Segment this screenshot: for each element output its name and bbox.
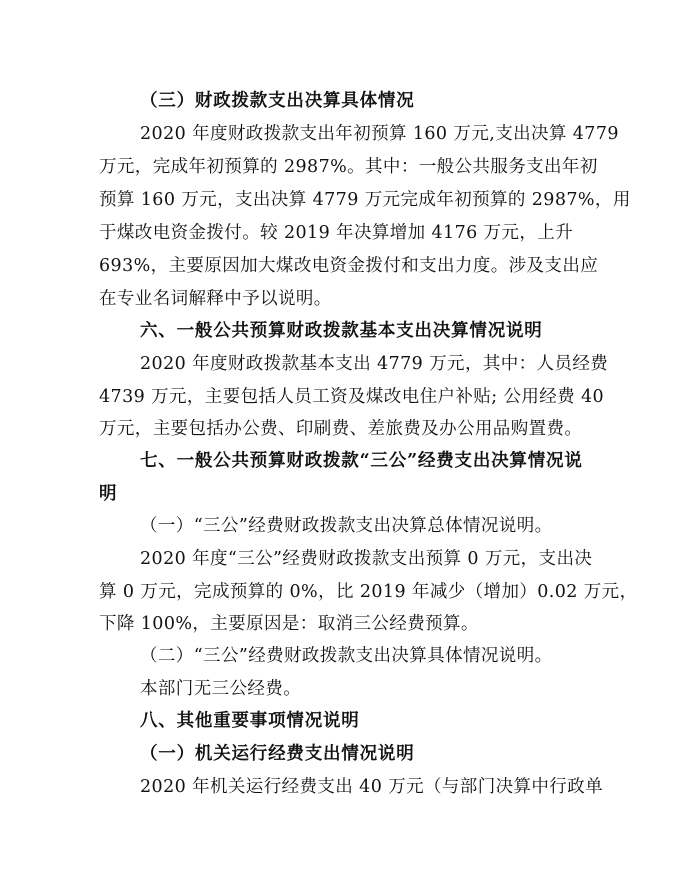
paragraph-line: 下降 100%，主要原因是：取消三公经费预算。 [99,614,479,634]
section-7-sub2-heading: （二）“三公”经费财政拨款支出决算具体情况说明。 [140,646,553,666]
section-7-heading: 七、一般公共预算财政拨款“三公”经费支出决算情况说 [140,451,583,471]
paragraph-line: 2020 年度财政拨款基本支出 4779 万元，其中：人员经费 [140,354,609,374]
paragraph-line: 本部门无三公经费。 [140,679,302,699]
paragraph-line: 万元，主要包括办公费、印刷费、差旅费及办公用品购置费。 [99,419,583,439]
paragraph-line: 在专业名词解释中予以说明。 [99,289,332,309]
paragraph-line: 2020 年机关运行经费支出 40 万元（与部门决算中行政单 [140,777,603,797]
paragraph-line: 算 0 万元，完成预算的 0%，比 2019 年减少（增加）0.02 万元， [99,582,638,602]
section-8-sub1-heading: （一）机关运行经费支出情况说明 [140,744,415,764]
section-6-heading: 六、一般公共预算财政拨款基本支出决算情况说明 [140,321,543,341]
section-8-heading: 八、其他重要事项情况说明 [140,711,360,731]
paragraph-line: 693%，主要原因加大煤改电资金拨付和支出力度。涉及支出应 [99,256,599,276]
section-3-heading: （三）财政拨款支出决算具体情况 [140,91,415,111]
section-7-heading-continued: 明 [99,484,118,504]
paragraph-line: 2020 年度“三公”经费财政拨款支出预算 0 万元，支出决 [140,549,593,569]
paragraph-line: 2020 年度财政拨款支出年初预算 160 万元,支出决算 4779 [140,124,619,144]
paragraph-line: 预算 160 万元，支出决算 4779 万元完成年初预算的 2987%，用 [99,190,631,210]
paragraph-line: 于煤改电资金拨付。较 2019 年决算增加 4176 万元，上升 [99,223,574,243]
paragraph-line: 4739 万元，主要包括人员工资及煤改电住户补贴; 公用经费 40 [99,387,605,407]
paragraph-line: 万元，完成年初预算的 2987%。其中：一般公共服务支出年初 [99,157,598,177]
section-7-sub1-heading: （一）“三公”经费财政拨款支出决算总体情况说明。 [140,516,553,536]
